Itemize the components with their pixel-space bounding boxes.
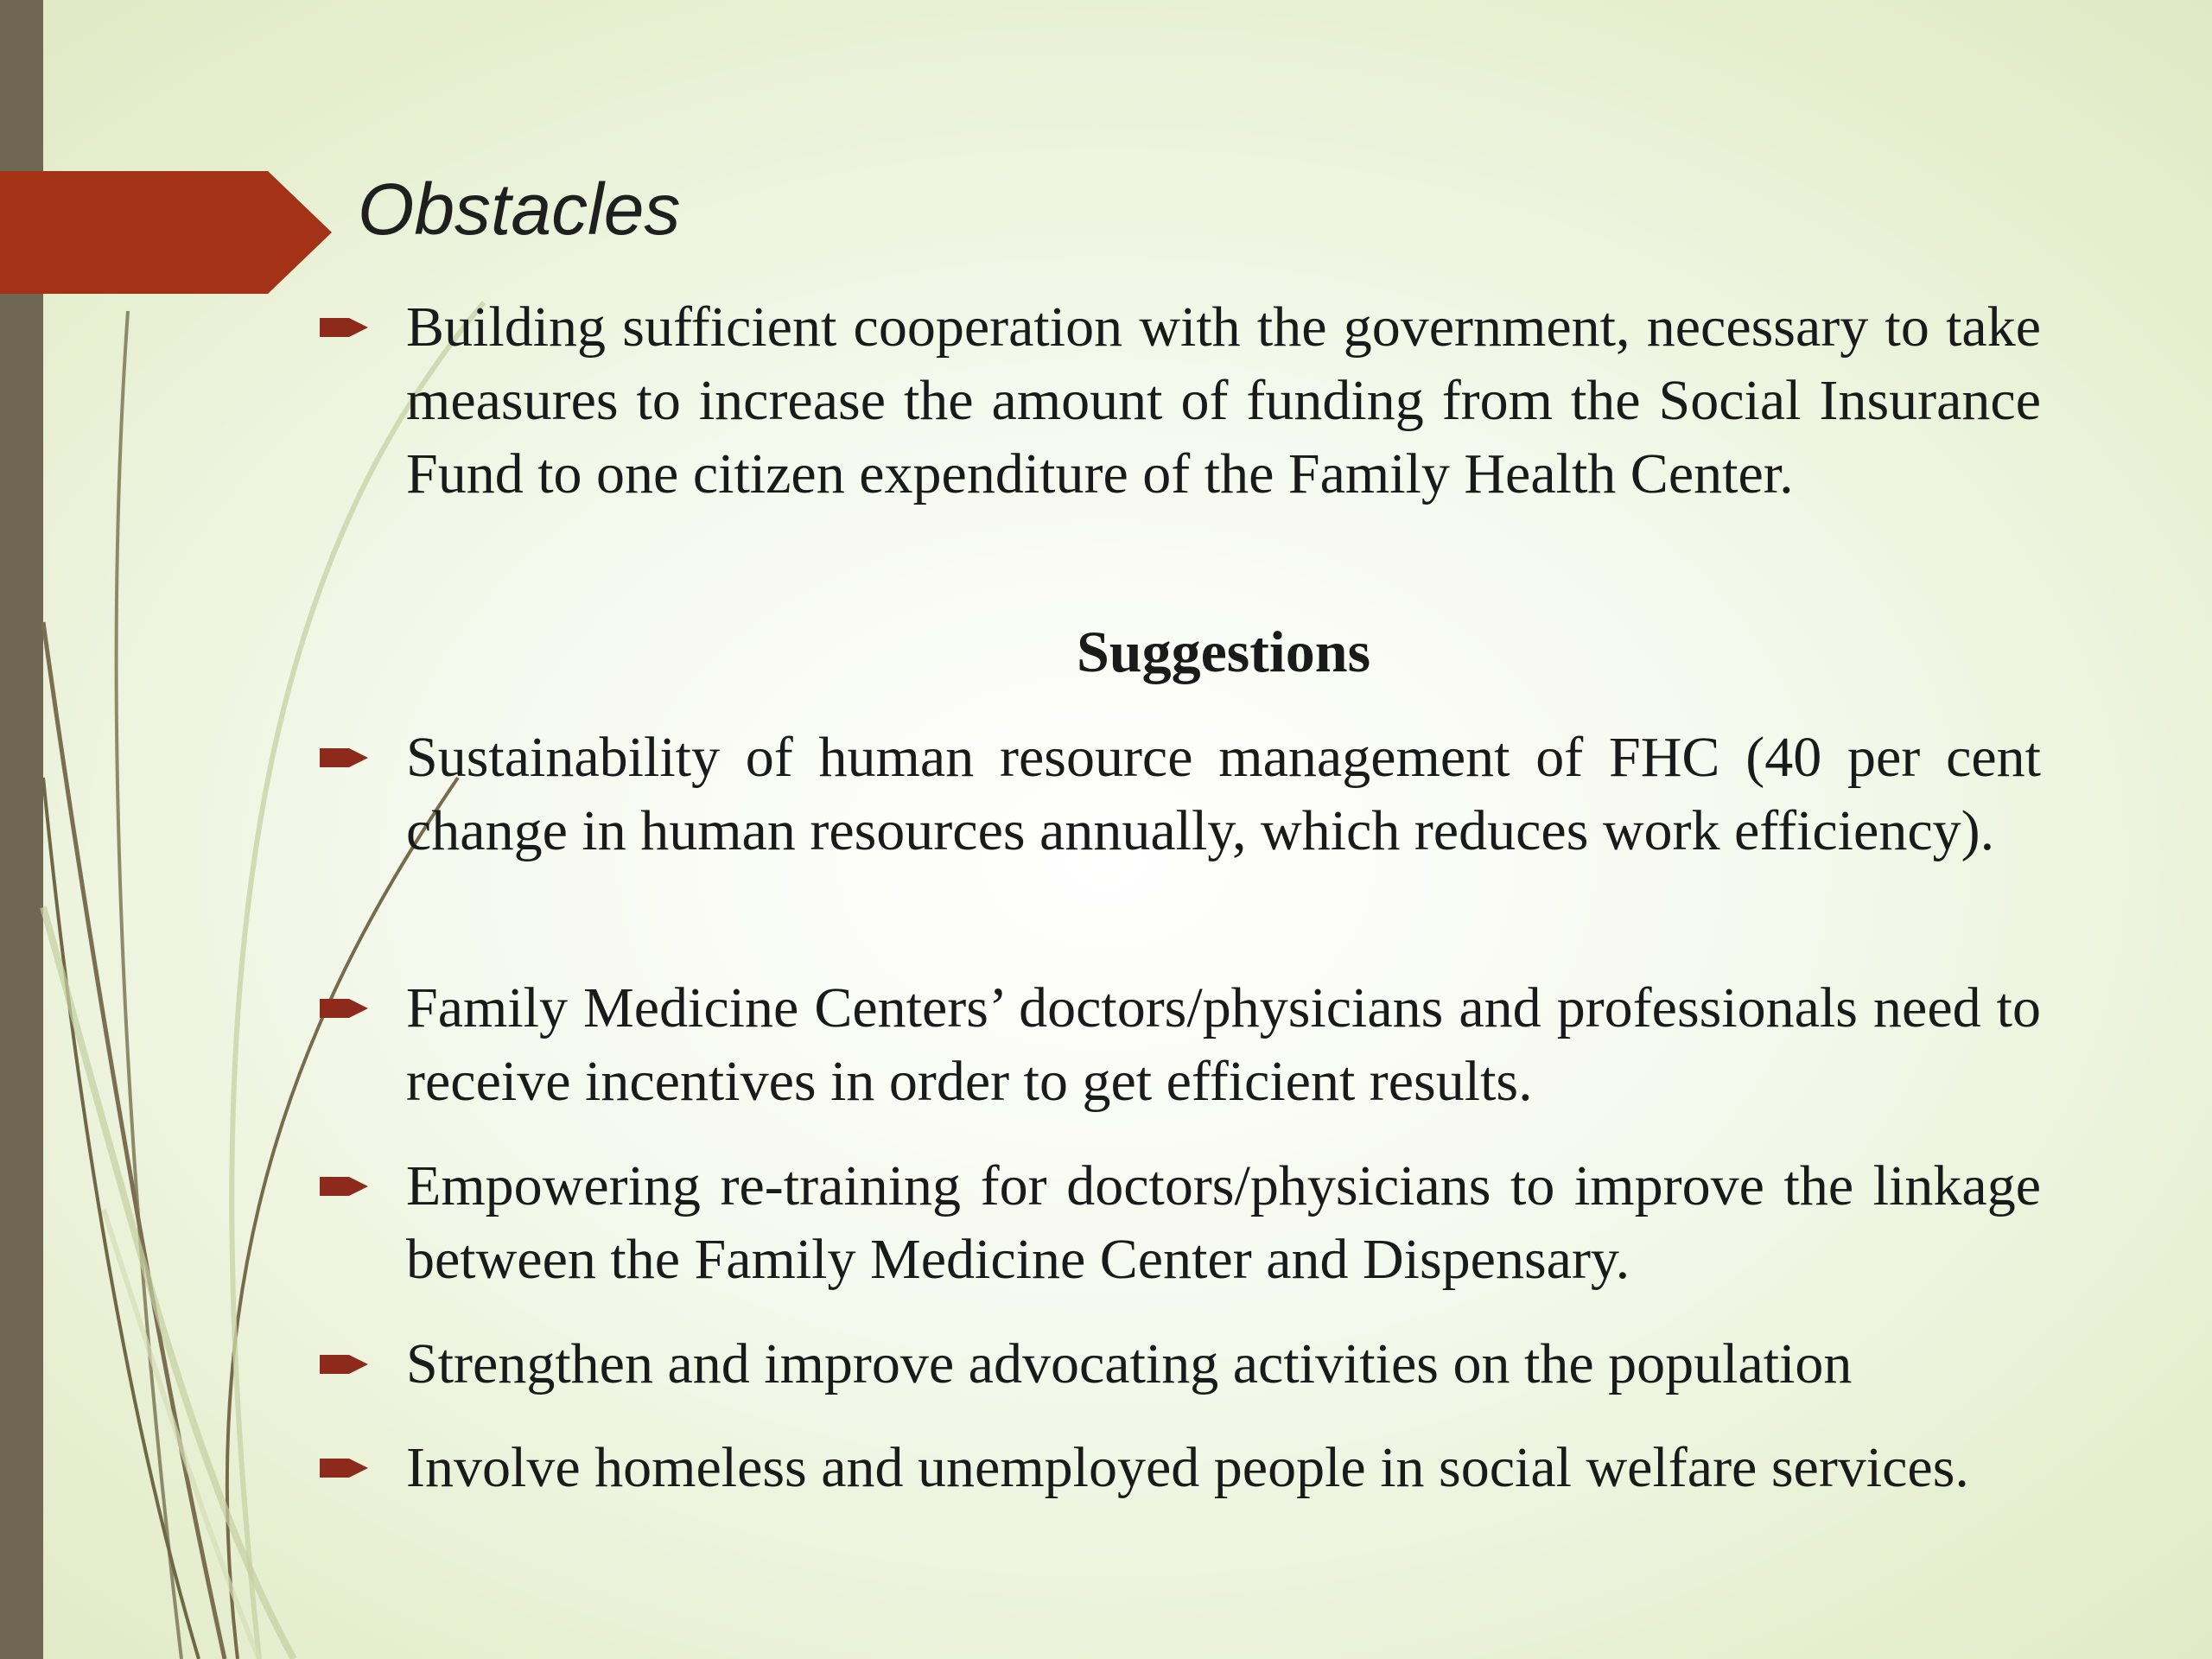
suggestion-item: Family Medicine Centers’ doctors/physicians and professionals need to receive incentives in order to get efficient results. (406, 976, 2041, 1113)
arrow-bullet-icon (318, 994, 370, 1023)
arrow-bullet-icon (318, 1453, 370, 1483)
arrow-bullet-icon (318, 1350, 370, 1379)
arrow-bullet-icon (318, 743, 370, 772)
arrow-bullet-icon (318, 313, 370, 342)
suggestion-item: Strengthen and improve advocating activities on the population (406, 1332, 1853, 1395)
title-arrow-banner (0, 171, 332, 294)
suggestions-heading: Suggestions (1076, 619, 1371, 684)
suggestion-item: Involve homeless and unemployed people in social welfare services. (406, 1436, 1969, 1499)
arrow-bullet-icon (318, 1172, 370, 1201)
slide-title: Obstacles (358, 168, 681, 250)
suggestion-item: Sustainability of human resource management of FHC (40 per cent change in human resources annually, which reduces work efficiency). (406, 726, 2041, 862)
obstacle-item: Building sufficient cooperation with the government, necessary to take measures to increase the amount of funding from the Social Insurance Fund to one citizen expenditure of the Family Health Center. (406, 296, 2041, 505)
suggestion-item: Empowering re-training for doctors/physicians to improve the linkage between the Family Medicine Center and Dispensary. (406, 1154, 2041, 1291)
